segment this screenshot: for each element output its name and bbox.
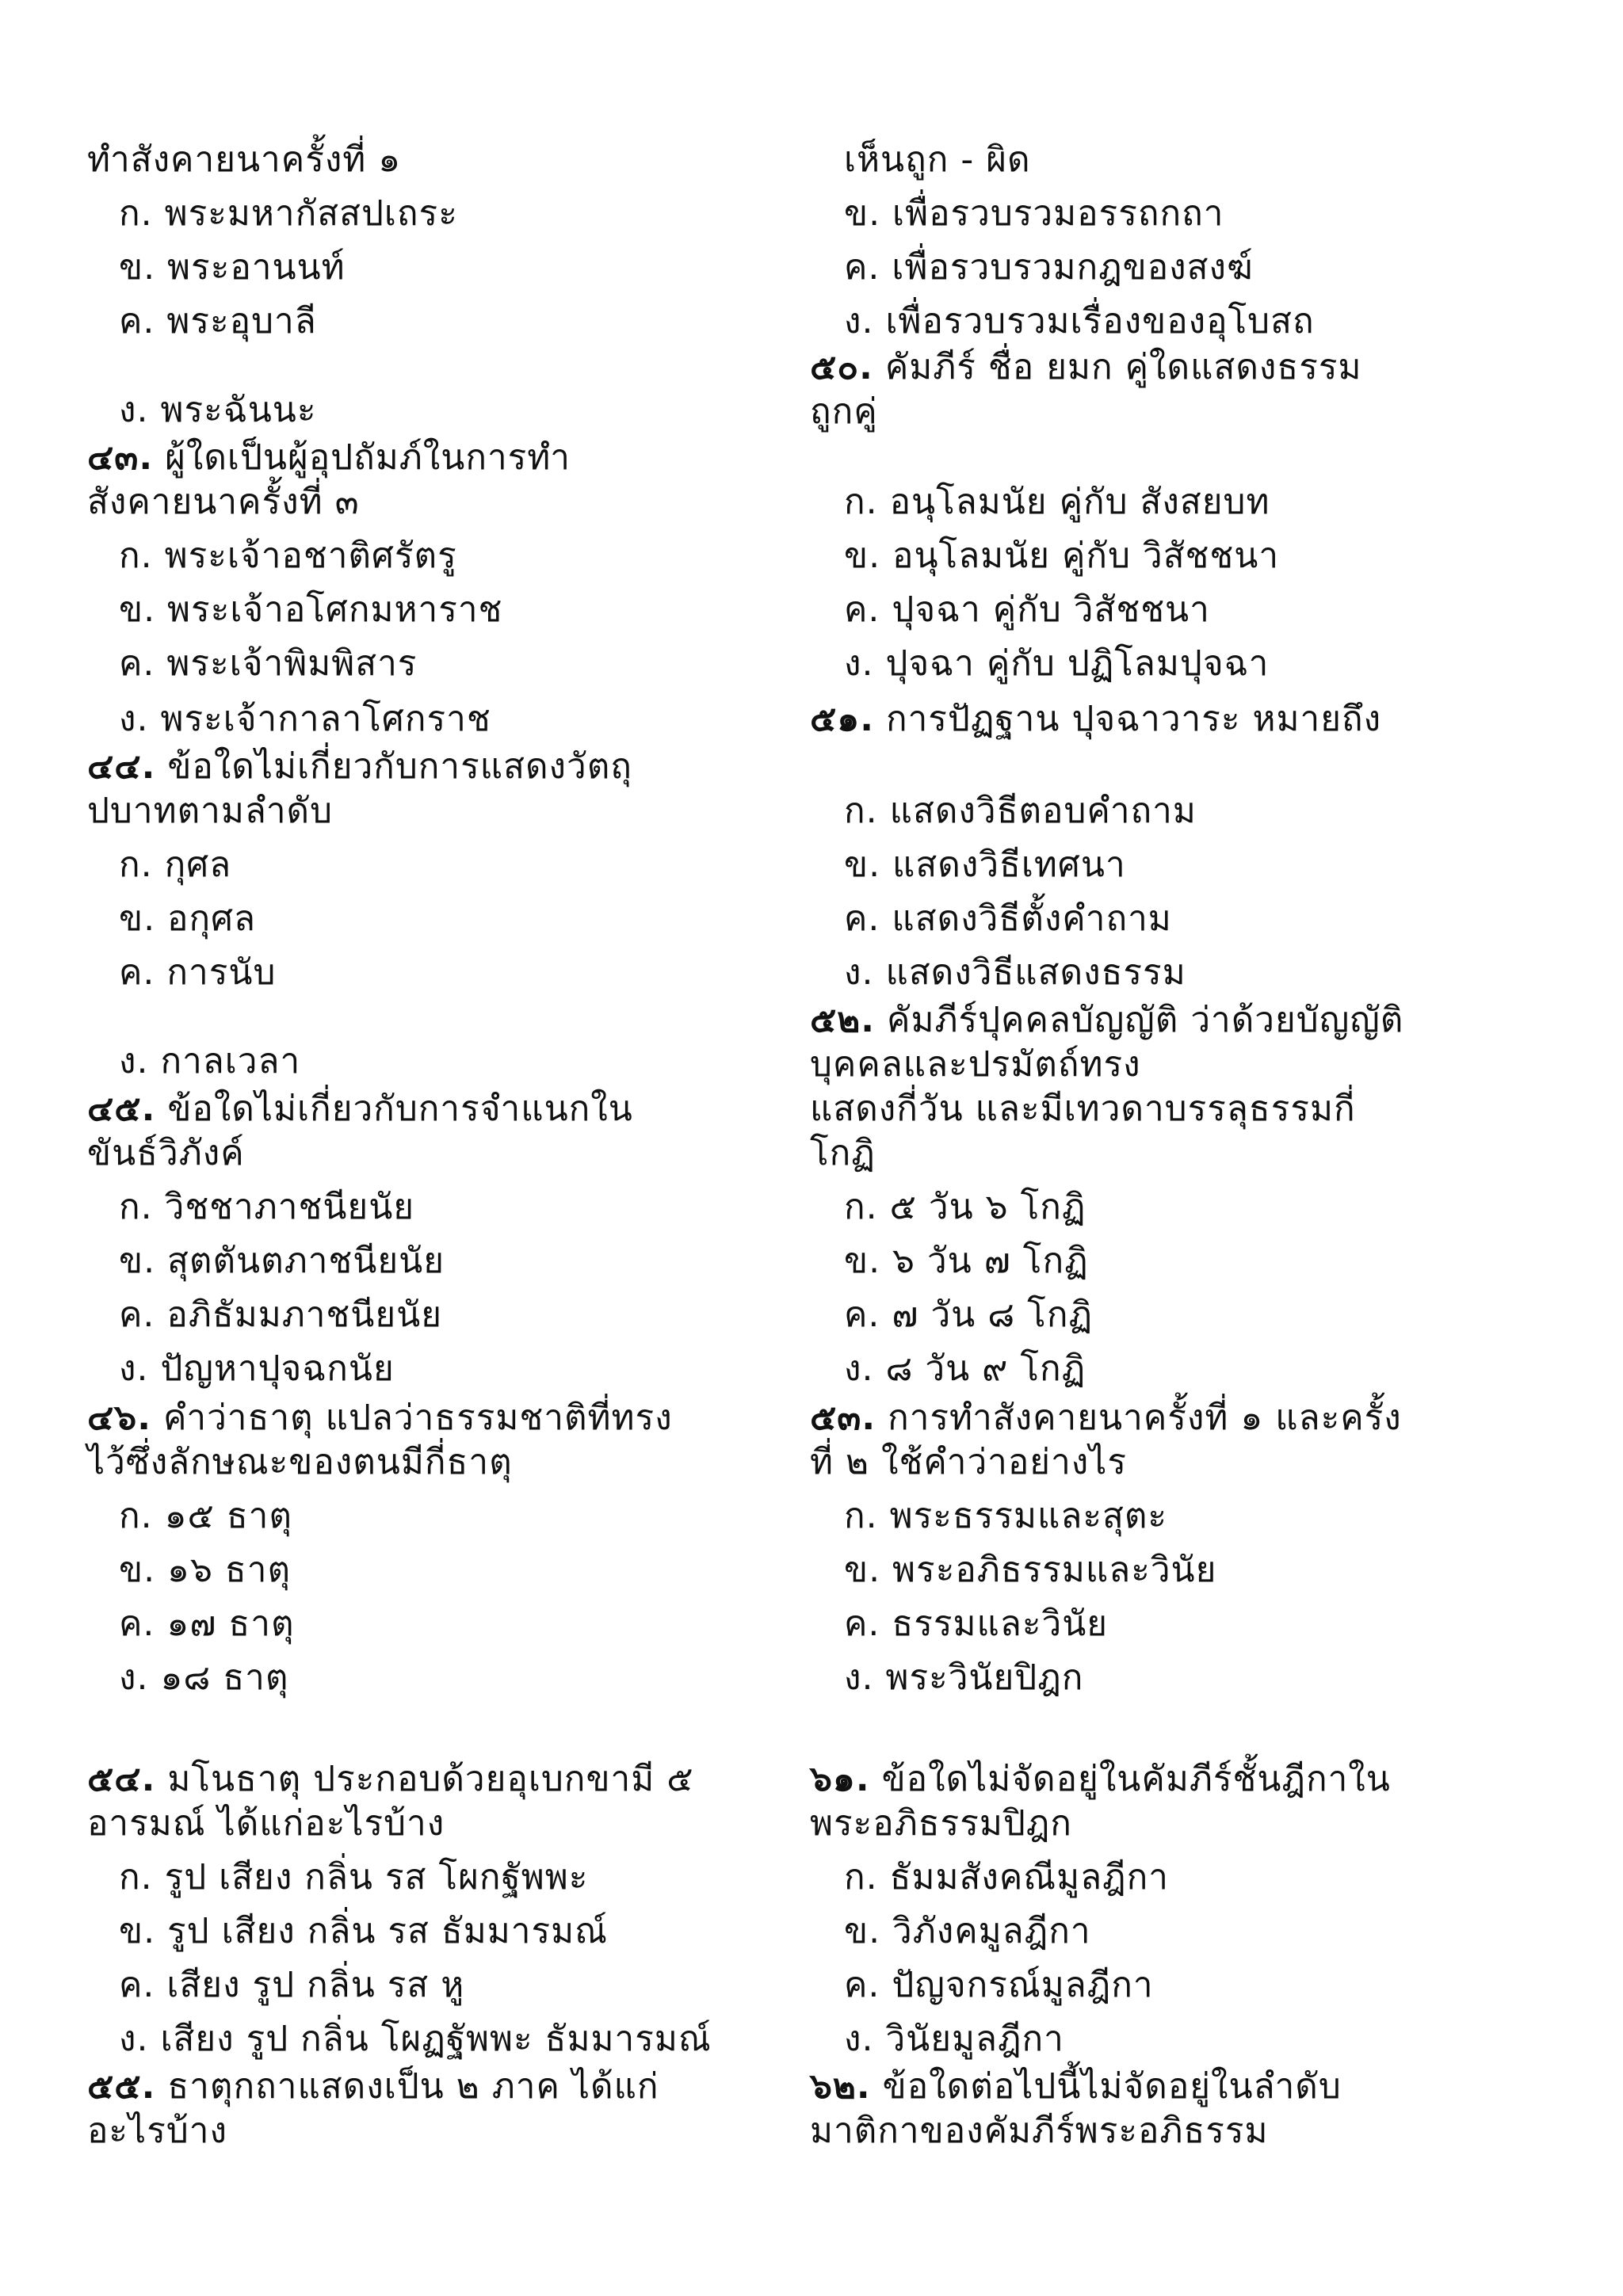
q51-option-d: ง. แสดงวิธีแสดงธรรม	[844, 952, 1186, 993]
q51-option-c: ค. แสดงวิธีตั้งคำถาม	[844, 898, 1172, 939]
q62-text-line2: มาติกาของคัมภีร์พระอภิธรรม	[810, 2111, 1269, 2151]
q44-text-line2: ปบาทตามลำดับ	[87, 791, 334, 831]
q54-number: ๕๔.	[87, 1759, 156, 1799]
q44-question	[87, 745, 632, 789]
q55-question	[87, 2065, 659, 2109]
q52-option-d: ง. ๘ วัน ๙ โกฏิ	[844, 1348, 1086, 1389]
q51-number: ๕๑.	[810, 699, 874, 739]
q62-number: ๖๒.	[810, 2066, 871, 2107]
q61-option-b: ข. วิภังคมูลฎีกา	[844, 1911, 1091, 1951]
q52-text-line3: แสดงกี่วัน และมีเทวดาบรรลุธรรมกี่	[810, 1089, 1356, 1129]
q50-text-line1: คัมภีร์ ชื่อ ยมก คู่ใดแสดงธรรม	[873, 347, 1362, 387]
q44-option-c: ค. การนับ	[119, 952, 277, 993]
q54-text-line2: อารมณ์ ได้แก่อะไรบ้าง	[87, 1803, 445, 1844]
q55-text-line2: อะไรบ้าง	[87, 2111, 227, 2151]
q61-text-line2: พระอภิธรรมปิฎก	[810, 1803, 1072, 1844]
q43-number: ๔๓.	[87, 437, 154, 478]
q61-option-c: ค. ปัญจกรณ์มูลฎีกา	[844, 1965, 1154, 2005]
q45-text-line1: ข้อใดไม่เกี่ยวกับการจำแนกใน	[155, 1089, 633, 1129]
q43-option-d: ง. พระเจ้ากาลาโศกราช	[119, 699, 491, 739]
q42-option-a: ก. พระมหากัสสปเถระ	[119, 193, 458, 234]
q52-option-b: ข. ๖ วัน ๗ โกฏิ	[844, 1241, 1089, 1281]
q53-option-c: ค. ธรรมและวินัย	[844, 1604, 1109, 1644]
q43-text-line1: ผู้ใดเป็นผู้อุปถัมภ์ในการทำ	[153, 437, 571, 478]
q51-question	[810, 697, 1381, 742]
q45-number: ๔๕.	[87, 1089, 156, 1129]
q49-text: เห็นถูก - ผิด	[844, 139, 1031, 180]
q52-text-line2: บุคคลและปรมัตถ์ทรง	[810, 1044, 1141, 1085]
q46-option-c: ค. ๑๗ ธาตุ	[119, 1604, 295, 1644]
q49-option-b: ข. เพื่อรวบรวมอรรถกถา	[844, 193, 1224, 234]
q42-option-d: ง. พระฉันนะ	[119, 390, 317, 430]
q61-option-d: ง. วินัยมูลฎีกา	[844, 2019, 1064, 2059]
q50-text-line2: ถูกคู่	[810, 391, 878, 432]
q53-text-line1: การทำสังคายนาครั้งที่ ๑ และครั้ง	[876, 1398, 1402, 1438]
q50-option-d: ง. ปุจฉา คู่กับ ปฏิโลมปุจฉา	[844, 643, 1270, 684]
q61-text-line1: ข้อใดไม่จัดอยู่ในคัมภีร์ชั้นฎีกาใน	[869, 1759, 1391, 1799]
q62-text-line1: ข้อใดต่อไปนี้ไม่จัดอยู่ในลำดับ	[870, 2066, 1342, 2107]
q54-option-c: ค. เสียง รูป กลิ่น รส หู	[119, 1965, 465, 2005]
q44-number: ๔๔.	[87, 746, 156, 787]
q44-option-d: ง. กาลเวลา	[119, 1041, 301, 1081]
q52-number: ๕๒.	[810, 1000, 876, 1040]
q61-number: ๖๑.	[810, 1759, 870, 1799]
q46-option-b: ข. ๑๖ ธาตุ	[119, 1550, 292, 1590]
q50-number: ๕๐.	[810, 347, 873, 387]
q50-option-b: ข. อนุโลมนัย คู่กับ วิสัชชนา	[844, 536, 1280, 576]
q43-text-line2: สังคายนาครั้งที่ ๓	[87, 482, 360, 522]
q45-option-a: ก. วิชชาภาชนียนัย	[119, 1187, 415, 1227]
q51-option-a: ก. แสดงวิธีตอบคำถาม	[844, 791, 1197, 831]
q51-option-b: ข. แสดงวิธีเทศนา	[844, 845, 1126, 885]
q46-question	[87, 1396, 673, 1440]
q62-question	[810, 2065, 1342, 2109]
q53-option-a: ก. พระธรรมและสุตะ	[844, 1496, 1168, 1536]
q45-text-line2: ขันธ์วิภังค์	[87, 1133, 245, 1173]
q46-text-line1: คำว่าธาตุ แปลว่าธรรมชาติที่ทรง	[151, 1398, 673, 1438]
q51-text-line1: การปัฏฐาน ปุจฉาวาระ หมายถึง	[873, 699, 1382, 739]
q52-text-line1: คัมภีร์ปุคคลบัญญัติ ว่าด้วยบัญญัติ	[875, 1000, 1404, 1040]
q50-option-a: ก. อนุโลมนัย คู่กับ สังสยบท	[844, 482, 1270, 522]
q45-option-d: ง. ปัญหาปุจฉกนัย	[119, 1348, 395, 1389]
q53-option-b: ข. พระอภิธรรมและวินัย	[844, 1550, 1217, 1590]
q50-option-c: ค. ปุจฉา คู่กับ วิสัชชนา	[844, 589, 1210, 630]
q44-text-line1: ข้อใดไม่เกี่ยวกับการแสดงวัตถุ	[155, 746, 632, 787]
q45-option-c: ค. อภิธัมมภาชนียนัย	[119, 1295, 442, 1335]
q52-text-line4: โกฏิ	[810, 1133, 876, 1173]
q49-option-c: ค. เพื่อรวบรวมกฎของสงฆ์	[844, 247, 1254, 288]
q50-question	[810, 345, 1362, 390]
q42-text: ทำสังคายนาครั้งที่ ๑	[87, 139, 402, 180]
q55-text-line1: ธาตุกถาแสดงเป็น ๒ ภาค ได้แก่	[155, 2066, 659, 2107]
q52-option-c: ค. ๗ วัน ๘ โกฏิ	[844, 1295, 1093, 1335]
q43-option-c: ค. พระเจ้าพิมพิสาร	[119, 643, 418, 684]
q44-option-a: ก. กุศล	[119, 845, 232, 885]
q45-question	[87, 1087, 633, 1131]
q54-option-a: ก. รูป เสียง กลิ่น รส โผกฐัพพะ	[119, 1857, 589, 1897]
q55-number: ๕๕.	[87, 2066, 156, 2107]
q52-question	[810, 998, 1403, 1043]
q61-option-a: ก. ธัมมสังคณีมูลฎีกา	[844, 1857, 1169, 1897]
q46-option-d: ง. ๑๘ ธาตุ	[119, 1657, 289, 1698]
q43-option-a: ก. พระเจ้าอชาติศรัตรู	[119, 536, 457, 576]
q42-option-b: ข. พระอานนท์	[119, 247, 346, 288]
q49-option-d: ง. เพื่อรวบรวมเรื่องของอุโบสถ	[844, 301, 1315, 341]
q54-question	[87, 1757, 694, 1802]
q52-option-a: ก. ๕ วัน ๖ โกฏิ	[844, 1187, 1086, 1227]
q54-option-d: ง. เสียง รูป กลิ่น โผฏฐัพพะ ธัมมารมณ์	[119, 2019, 712, 2059]
q54-option-b: ข. รูป เสียง กลิ่น รส ธัมมารมณ์	[119, 1911, 608, 1951]
q61-question	[810, 1757, 1391, 1802]
q46-text-line2: ไว้ซึ่งลักษณะของตนมีกี่ธาตุ	[87, 1442, 513, 1482]
q46-option-a: ก. ๑๕ ธาตุ	[119, 1496, 292, 1536]
q44-option-b: ข. อกุศล	[119, 898, 257, 939]
q53-text-line2: ที่ ๒ ใช้คำว่าอย่างไร	[810, 1442, 1128, 1482]
q53-option-d: ง. พระวินัยปิฎก	[844, 1657, 1084, 1698]
q53-question	[810, 1396, 1402, 1440]
q45-option-b: ข. สุตตันตภาชนียนัย	[119, 1241, 445, 1281]
q42-option-c: ค. พระอุบาลี	[119, 301, 317, 341]
q54-text-line1: มโนธาตุ ประกอบด้วยอุเบกขามี ๕	[155, 1759, 694, 1799]
q43-question	[87, 436, 571, 480]
q53-number: ๕๓.	[810, 1398, 876, 1438]
q46-number: ๔๖.	[87, 1398, 151, 1438]
q43-option-b: ข. พระเจ้าอโศกมหาราช	[119, 589, 503, 630]
